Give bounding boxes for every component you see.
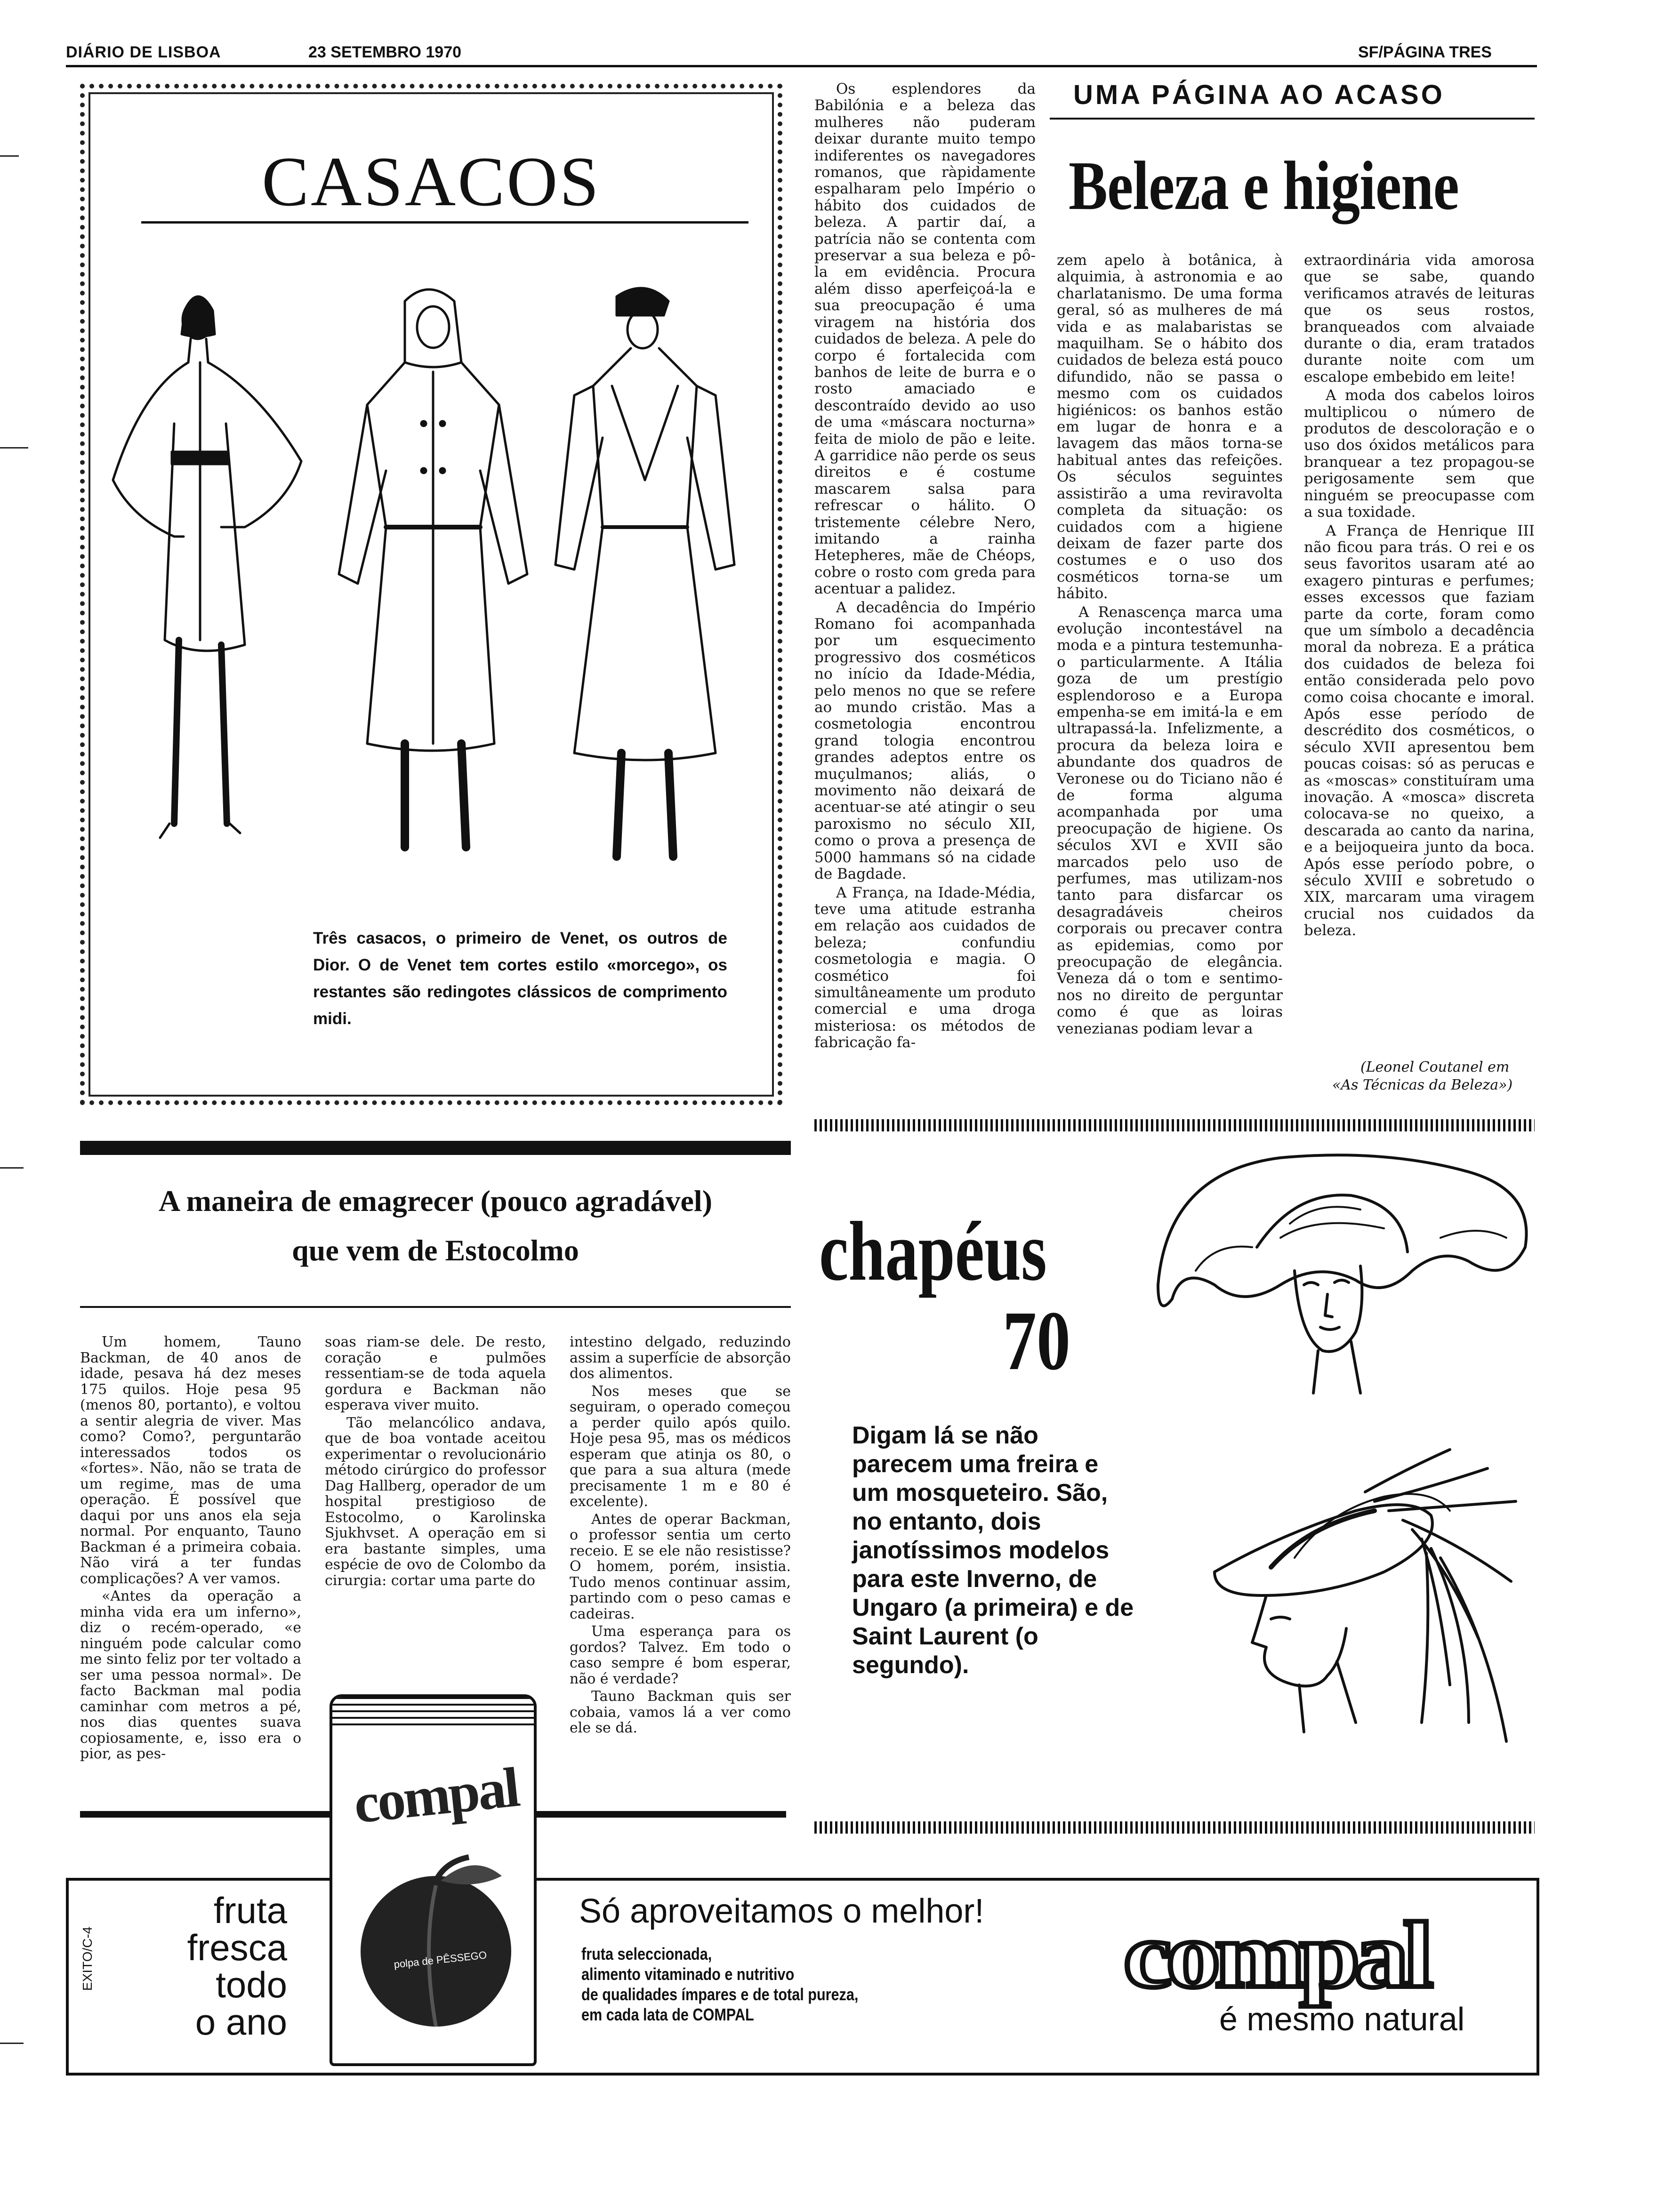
can-label: polpa de PÊSSEGO [393,1949,488,1971]
paragraph: Tauno Backman quis ser cobaia, vamos lá a ver como ele se dá. [570,1688,791,1736]
ad-body-line: alimento vitaminado e nutritivo [581,1964,795,1984]
paragraph: Os esplendores da Babilónia e a beleza das mulheres não puderam deixar durante muito tempo indiferentes os navegadores romanos, que ràpidamente espalharam pelo Império o hábito dos cuidados de beleza. A partir daí, a patrícia não se contenta com preservar a sua beleza e pô-la em evidência. Procura além disso aperfeiçoá-la e sua preocupação é uma viragem na história dos cuidados de beleza. A pele do corpo é fortalecida com banhos de leite de burra e o rosto amaciado e descontraído devido ao uso de uma «máscara nocturna» feita de miolo de pão e leite. A garridice não perde os seus direitos e é costume mascarem salsa para refrescar o hálito. O tristemente célebre Nero, imitando a rainha Hetepheres, mãe de Chéops, cobre o rosto com greda para acentuar a palidez. [814,80,1036,598]
casacos-title: CASACOS [262,143,601,221]
casacos-title-rule [141,221,748,224]
paragraph: «Antes da operação a minha vida era um inferno», diz o recém-operado, «e ninguém pode calcular como me sinto feliz por ter voltado a ser uma pessoa normal». De facto Backman mal podia caminhar com metros a pé, nos dias quentes suava copiosamente, e, isso era o pior, as pes- [80,1588,301,1762]
chapeus-title: chapéus [819,1204,1047,1298]
ad-slogan: é mesmo natural [1219,2001,1465,2037]
section-divider-hatch-bottom-right [814,1821,1535,1834]
registration-mark [0,1167,24,1169]
emagrecer-top-rule [80,1141,791,1155]
masthead-rule [66,65,1537,67]
page-number: SF/PÁGINA TRES [1358,43,1492,61]
ad-body-line: fruta seleccionada, [581,1944,712,1964]
paragraph: A decadência do Império Romano foi acompanhada por um esquecimento progressivo dos cosméticos no início da Idade-Média, pelo menos no que se refere ao mundo cristão. Mas a cosmetologia encontrou grand tologia encontrou grandes adeptos entre os muçulmanos; aliás, o movimento não deixará de acentuar-se até atingir o seu paroxismo no século XII, como o prova a presença de 5000 hammans só na cidade de Bagdade. [814,599,1036,883]
coat-figure-venet [113,297,301,838]
beleza-col3 [1304,252,1535,939]
coat-figure-dior-2 [555,288,734,857]
beleza-kicker: UMA PÁGINA AO ACASO [1073,80,1445,110]
paragraph: soas riam-se dele. De resto, coração e pulmões ressentiam-se de toda aquela gordura e Backman não esperava viver muito. [325,1334,546,1413]
emagrecer-headline-1: A maneira de emagrecer (pouco agradável) [158,1184,713,1218]
ad-headline: Só aproveitamos o melhor! [579,1892,984,1930]
beleza-source-line2: «As Técnicas da Beleza») [1332,1077,1513,1093]
ad-left-line: todo [216,1964,287,2005]
newspaper-name: DIÁRIO DE LISBOA [66,43,221,61]
registration-mark [0,155,19,157]
compal-logo: compal [1123,1903,1428,2007]
paragraph: zem apelo à botânica, à alquimia, à astronomia e ao charlatanismo. De uma forma geral, só as mulheres de má vida e as malabaristas se maquilham. Se o hábito dos cuidados de beleza está pouco difundido, não se passa o mesmo com os cuidados higiénicos: os banhos estão em lugar de honra e a lavagem das mãos torna-se habitual antes das refeições. Os séculos seguintes assistirão a uma reviravolta completa da situação: os cuidados com a higiene deixam de fazer parte dos costumes e o uso dos cosméticos torna-se um hábito. [1057,252,1283,602]
paragraph: intestino delgado, reduzindo assim a superfície de absorção dos alimentos. [570,1334,791,1382]
hat-illustration-saint-laurent [1186,1440,1544,1817]
paragraph: Antes de operar Backman, o professor sentia um certo receio. E se ele não resistisse? O homem, porém, insistia. Tudo menos continuar assim, partindo com o peso camas e cadeiras. [570,1511,791,1622]
coat-figure-dior-1 [339,289,527,847]
emagrecer-col1 [80,1334,301,1762]
paragraph: A moda dos cabelos loiros multiplicou o número de produtos de descoloração e o uso dos óxidos metálicos para branquear a tez propagou-se perigosamente sem que ninguém se preocupasse com a sua toxidade. [1304,387,1535,521]
can-rim [332,1697,534,1725]
paragraph: extraordinária vida amorosa que se sabe, quando verificamos através de leituras que os seus rostos, branqueados com alvaiade durante o dia, eram tratados durante noite com um escalope embebido em leite! [1304,252,1535,385]
ad-body [581,1944,858,2025]
paragraph: A França, na Idade-Média, teve uma atitude estranha em relação aos cuidados de beleza; confundiu cosmetologia e magia. O cosmético foi simultâneamente um produto comercial e uma droga misteriosa: os métodos de fabricação fa- [814,884,1036,1051]
casacos-caption: Três casacos, o primeiro de Venet, os outros de Dior. O de Venet tem cortes estilo «morcego», os restantes são redingotes clássicos de comprimento midi. [313,929,727,1028]
can-brand: compal [351,1755,521,1835]
beleza-source-line1: (Leonel Coutanel em [1360,1059,1510,1075]
emagrecer-headline-2: que vem de Estocolmo [292,1234,579,1267]
paragraph: A Renascença marca uma evolução incontestável na moda e a pintura testemunha-o particularmente. A Itália goza de um prestígio esplendoroso e a Europa empenha-se em imitá-la e em ultrapassá-la. Infelizmente, a procura da beleza loira e abundante dos quadros de Veronese ou do Ticiano não é de forma alguma acompanhada por uma preocupação de higiene. Os séculos XVI e XVII são marcados pelo uso de perfumes, mas utilizam-nos tanto para disfarcar os desagradáveis cheiros corporais ou precaver contra as epidemias, como por preocupação de elegância. Veneza dá o tom e sentimo-nos no direito de perguntar como é que as loiras venezianas podiam levar a [1057,603,1283,1037]
paragraph: Nos meses que se seguiram, o operado começou a perder quilo após quilo. Hoje pesa 95, mas os médicos esperam que atinja os 80, o que para a sua altura (mede precisamente 1 m e 80 é excelente). [570,1383,791,1510]
ad-body-line: em cada lata de COMPAL [581,2005,754,2024]
ad-left-copy [160,1892,287,2041]
ad-body-line: de qualidades ímpares e de total pureza, [581,1985,859,2004]
beleza-headline: Beleza e higiene [1069,147,1459,224]
paragraph: A França de Henrique III não ficou para trás. O rei e os seus favoritos usaram até ao exagero pinturas e perfumes; esses excessos que faziam parte da corte, foram como que um símbolo a decadência moral da nobreza. E a prática dos cuidados de beleza foi então considerada pelo povo como coisa chocante e imoral. Após esse período de descrédito dos cosméticos, o século XVII apresentou bem poucas coisas: só as perucas e as «moscas» constituíram uma inovação. A «mosca» discreta colocava-se no queixo, a descarada ao canto da narina, e a beijoqueira junto da boca. Após esse período pobre, o século XVIII e sobretudo o XIX, marcaram uma viragem crucial nos cuidados da beleza. [1304,522,1535,939]
paragraph: Um homem, Tauno Backman, de 40 anos de idade, pesava há dez meses 175 quilos. Hoje pesa 95 (menos 80, portanto), e voltou a sentir alegria de viver. Mas como? Como?, perguntarão interessados todos os «fortes». Não, não se trata de um regime, mas de uma operação. É possível que daqui por uns anos ela seja normal. Por enquanto, Tauno Backman é a primeira cobaia. Não virá a ter fundas complicações? A ver vamos. [80,1334,301,1587]
paragraph: Uma esperança para os gordos? Talvez. Em todo o caso sempre é bom esperar, não é verdade? [570,1623,791,1687]
issue-date: 23 SETEMBRO 1970 [308,43,462,61]
registration-mark [0,2043,24,2044]
peach-icon [351,1852,521,2031]
emagrecer-col2 [325,1334,546,1588]
kicker-rule [1050,118,1535,120]
paragraph: Tão melancólico andava, que de boa vontade aceitou experimentar o revolucionário método cirúrgico do professor Dag Hallberg, operador de um hospital prestigioso de Estocolmo, o Karolinska Sjukhvset. A operação em si era bastante simples, uma espécie de ovo de Colombo da cirurgia: cortar uma parte do [325,1414,546,1589]
ad-side-code: EXITO/C-4 [80,1926,95,1991]
ad-left-line: fresca [187,1927,287,1968]
beleza-col2 [1057,252,1283,1037]
chapeus-caption: Digam lá se não parecem uma freira e um mosqueteiro. São, no entanto, dois janotíssimos modelos para este Inverno, de Ungaro (a primeira) e de Saint Laurent (o segundo). [852,1422,1134,1679]
compal-can [330,1694,537,2066]
ad-left-line: o ano [195,2001,287,2043]
registration-mark [0,447,28,449]
hat-illustration-ungaro [1139,1130,1544,1431]
emagrecer-col3 [570,1334,791,1736]
coats-illustration [104,282,758,875]
beleza-col1 [814,81,1036,1051]
chapeus-number: 70 [1003,1294,1070,1387]
ad-left-line: fruta [213,1890,287,1931]
emagrecer-headline-rule [80,1306,791,1308]
